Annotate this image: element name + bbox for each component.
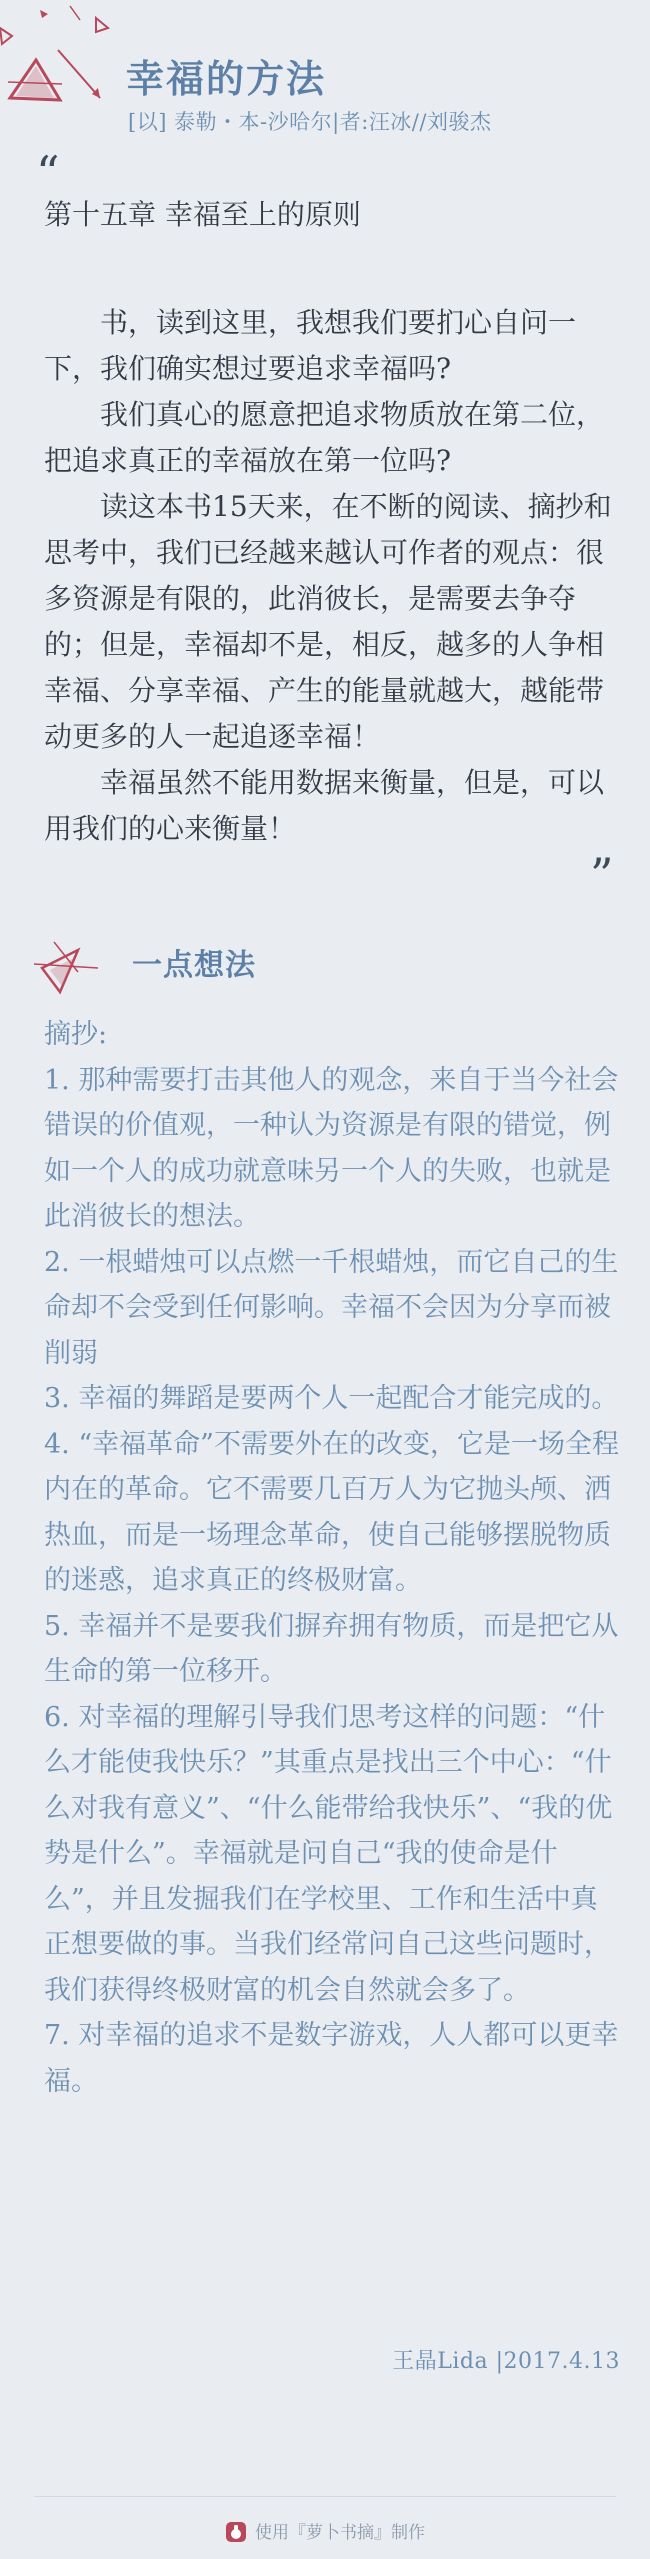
note-item: 6. 对幸福的理解引导我们思考这样的问题：“什么才能使我快乐？”其重点是找出三个中心：“什么对我有意义”、“什么能带给我快乐”、“我的优势是什么”。幸福就是问自己“我的使命是什么”，并且发掘我们在学校里、工作和生活中真正想要做的事。当我们经常问自己这些问题时，我们获得终极财富的机会自然就会多了。 [44, 1701, 613, 2006]
note-item: 1. 那种需要打击其他人的观念，来自于当今社会错误的价值观，一种认为资源是有限的错觉，例如一个人的成功就意味另一个人的失败，也就是此消彼长的想法。 [44, 1064, 619, 1232]
note-item: 4. “幸福革命”不需要外在的改变，它是一场全程内在的革命。它不需要几百万人为它抛头颅、洒热血，而是一场理念革命，使自己能够摆脱物质的迷惑，追求真正的终极财富。 [44, 1428, 619, 1596]
note-item: 2. 一根蜡烛可以点燃一千根蜡烛，而它自己的生命却不会受到任何影响。幸福不会因为分享而被削弱 [44, 1246, 619, 1369]
signature: 王晶Lida |2017.4.13 [392, 2349, 620, 2374]
thought-header [0, 928, 650, 998]
triangle-decoration-icon [34, 928, 144, 998]
chapter-title: 第十五章 幸福至上的原则 [44, 198, 361, 231]
divider [34, 2496, 616, 2497]
triangle-decoration-icon [0, 0, 130, 150]
excerpt-text [44, 192, 614, 852]
footer-text: 使用『萝卜书摘』制作 [255, 2523, 425, 2543]
excerpt-paragraph: 读这本书15天来，在不断的阅读、摘抄和思考中，我们已经越来越认可作者的观点：很多资源是有限的，此消彼长，是需要去争夺的；但是，幸福却不是，相反，越多的人争相幸福、分享幸福、产生的能量就越大，越能带动更多的人一起追逐幸福！ [44, 490, 612, 753]
note-item: 5. 幸福并不是要我们摒弃拥有物质，而是把它从生命的第一位移开。 [44, 1610, 619, 1687]
book-header [0, 0, 650, 150]
open-quote-mark: “ [36, 146, 60, 200]
notes-list [44, 1012, 622, 2104]
radish-icon [225, 2521, 247, 2543]
excerpt-paragraph: 书，读到这里，我想我们要扪心自问一下，我们确实想过要追求幸福吗? [44, 306, 577, 385]
book-author: [以] 泰勒・本-沙哈尔|者:汪冰//刘骏杰 [128, 110, 492, 134]
close-quote-mark: ” [590, 848, 614, 902]
excerpt-paragraph: 我们真心的愿意把追求物质放在第二位，把追求真正的幸福放在第一位吗? [44, 398, 605, 477]
notes-label: 摘抄: [44, 1019, 108, 1050]
note-item: 7. 对幸福的追求不是数字游戏，人人都可以更幸福。 [44, 2020, 619, 2097]
footer [0, 2518, 650, 2543]
excerpt-paragraph: 幸福虽然不能用数据来衡量，但是，可以用我们的心来衡量！ [44, 766, 605, 845]
note-item: 3. 幸福的舞蹈是要两个人一起配合才能完成的。 [44, 1383, 619, 1414]
thought-title: 一点想法 [132, 948, 256, 983]
book-title: 幸福的方法 [126, 56, 327, 101]
